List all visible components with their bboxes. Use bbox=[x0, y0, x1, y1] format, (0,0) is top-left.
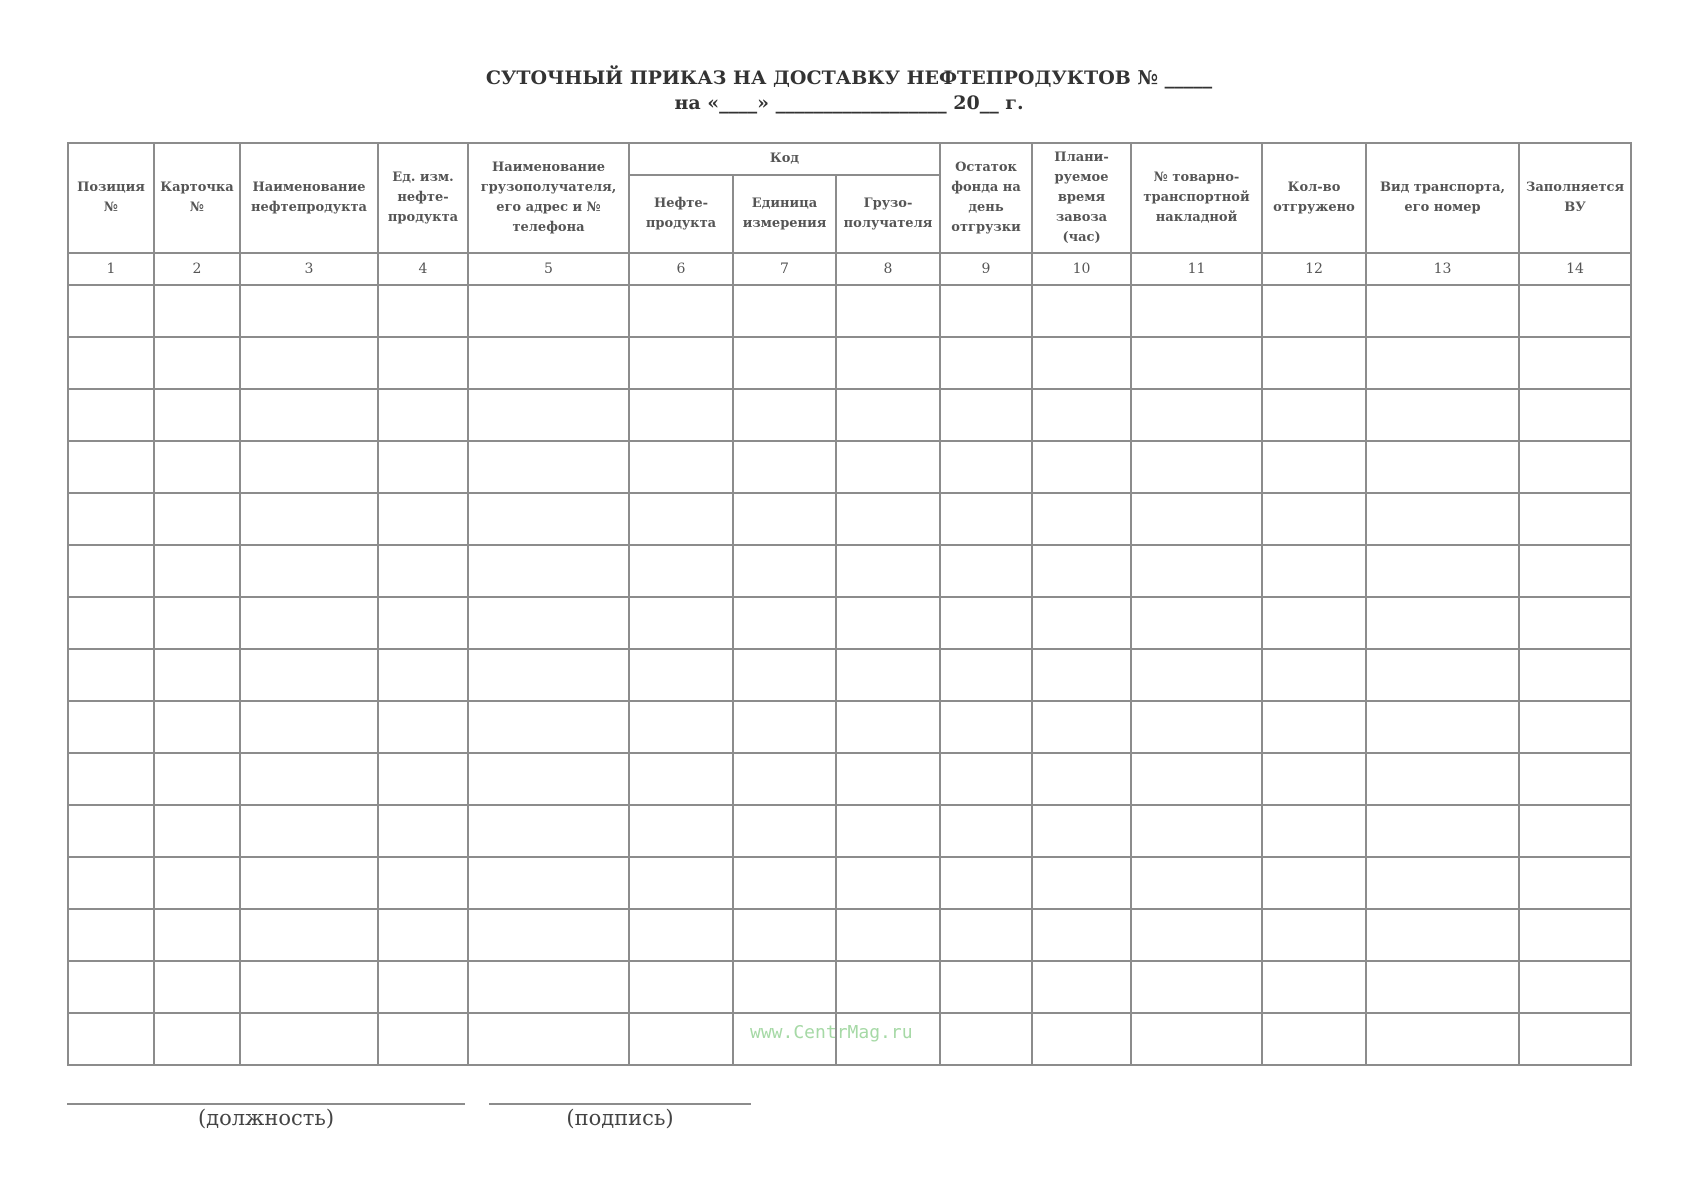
table-cell bbox=[836, 857, 940, 909]
table-cell bbox=[940, 649, 1032, 701]
table-cell bbox=[68, 285, 154, 337]
table-cell bbox=[1131, 909, 1262, 961]
table-cell bbox=[836, 753, 940, 805]
header-transport: Вид транспорта, его номер bbox=[1366, 143, 1519, 253]
table-cell bbox=[1262, 493, 1366, 545]
table-cell bbox=[1366, 701, 1519, 753]
table-cell bbox=[1032, 805, 1131, 857]
table-cell bbox=[1366, 961, 1519, 1013]
table-cell bbox=[154, 805, 240, 857]
table-row bbox=[68, 909, 1631, 961]
table-cell bbox=[836, 337, 940, 389]
table-cell bbox=[1262, 857, 1366, 909]
table-cell bbox=[468, 441, 629, 493]
header-code-product: Нефте-продукта bbox=[629, 175, 733, 253]
table-row bbox=[68, 285, 1631, 337]
table-cell bbox=[1032, 285, 1131, 337]
column-number: 5 bbox=[468, 253, 629, 285]
table-cell bbox=[733, 649, 836, 701]
table-cell bbox=[468, 285, 629, 337]
table-cell bbox=[629, 961, 733, 1013]
header-planned-time: Плани-руемое время завоза (час) bbox=[1032, 143, 1131, 253]
table-cell bbox=[836, 909, 940, 961]
order-table bbox=[67, 142, 1632, 1066]
table-cell bbox=[468, 649, 629, 701]
table-cell bbox=[629, 753, 733, 805]
table-cell bbox=[1131, 1013, 1262, 1065]
table-cell bbox=[1032, 597, 1131, 649]
table-cell bbox=[1366, 493, 1519, 545]
column-number: 8 bbox=[836, 253, 940, 285]
table-row bbox=[68, 389, 1631, 441]
table-cell bbox=[836, 961, 940, 1013]
table-cell bbox=[733, 285, 836, 337]
table-cell bbox=[468, 597, 629, 649]
table-cell bbox=[1519, 909, 1631, 961]
table-cell bbox=[154, 493, 240, 545]
table-cell bbox=[154, 389, 240, 441]
table-cell bbox=[1032, 753, 1131, 805]
table-cell bbox=[154, 961, 240, 1013]
table-cell bbox=[378, 753, 468, 805]
table-cell bbox=[629, 1013, 733, 1065]
table-cell bbox=[1262, 909, 1366, 961]
table-cell bbox=[240, 701, 378, 753]
table-cell bbox=[1262, 285, 1366, 337]
table-cell bbox=[1366, 285, 1519, 337]
table-cell bbox=[468, 961, 629, 1013]
table-cell bbox=[1131, 649, 1262, 701]
table-cell bbox=[1032, 493, 1131, 545]
table-cell bbox=[378, 649, 468, 701]
table-cell bbox=[1366, 337, 1519, 389]
table-cell bbox=[1131, 961, 1262, 1013]
table-cell bbox=[1262, 441, 1366, 493]
table-cell bbox=[1366, 597, 1519, 649]
watermark: www.CentrMag.ru bbox=[750, 1022, 913, 1043]
table-cell bbox=[240, 285, 378, 337]
table-cell bbox=[468, 909, 629, 961]
table-cell bbox=[1131, 493, 1262, 545]
table-cell bbox=[154, 441, 240, 493]
table-cell bbox=[240, 805, 378, 857]
table-cell bbox=[1262, 753, 1366, 805]
table-cell bbox=[629, 389, 733, 441]
table-cell bbox=[940, 753, 1032, 805]
table-cell bbox=[940, 805, 1032, 857]
table-cell bbox=[378, 389, 468, 441]
table-cell bbox=[240, 597, 378, 649]
table-cell bbox=[154, 909, 240, 961]
header-consignee: Наименование грузополучателя, его адрес и № телефона bbox=[468, 143, 629, 253]
table-cell bbox=[240, 493, 378, 545]
table-cell bbox=[1032, 909, 1131, 961]
table-cell bbox=[1262, 805, 1366, 857]
table-cell bbox=[468, 753, 629, 805]
table-cell bbox=[240, 389, 378, 441]
table-cell bbox=[836, 701, 940, 753]
table-cell bbox=[68, 805, 154, 857]
table-cell bbox=[733, 597, 836, 649]
table-cell bbox=[940, 441, 1032, 493]
table-row bbox=[68, 493, 1631, 545]
table-cell bbox=[629, 545, 733, 597]
table-cell bbox=[1262, 1013, 1366, 1065]
table-cell bbox=[940, 1013, 1032, 1065]
table-cell bbox=[1262, 961, 1366, 1013]
table-cell bbox=[836, 597, 940, 649]
table-cell bbox=[378, 909, 468, 961]
column-number: 10 bbox=[1032, 253, 1131, 285]
table-cell bbox=[836, 545, 940, 597]
table-cell bbox=[378, 805, 468, 857]
table-cell bbox=[1131, 753, 1262, 805]
header-position: Позиция № bbox=[68, 143, 154, 253]
table-cell bbox=[1262, 389, 1366, 441]
table-cell bbox=[733, 701, 836, 753]
table-cell bbox=[629, 441, 733, 493]
table-cell bbox=[68, 1013, 154, 1065]
table-cell bbox=[1519, 805, 1631, 857]
table-cell bbox=[154, 545, 240, 597]
table-cell bbox=[733, 493, 836, 545]
table-row bbox=[68, 649, 1631, 701]
table-cell bbox=[1366, 649, 1519, 701]
table-cell bbox=[1131, 545, 1262, 597]
table-cell bbox=[733, 545, 836, 597]
table-cell bbox=[240, 961, 378, 1013]
table-cell bbox=[733, 805, 836, 857]
table-cell bbox=[378, 337, 468, 389]
table-cell bbox=[1519, 701, 1631, 753]
signature-line bbox=[489, 1103, 751, 1105]
table-cell bbox=[1519, 1013, 1631, 1065]
column-number: 3 bbox=[240, 253, 378, 285]
table-cell bbox=[1366, 857, 1519, 909]
table-cell bbox=[733, 857, 836, 909]
table-cell bbox=[629, 493, 733, 545]
table-cell bbox=[68, 701, 154, 753]
table-cell bbox=[1131, 285, 1262, 337]
table-cell bbox=[1262, 545, 1366, 597]
table-cell bbox=[733, 441, 836, 493]
table-cell bbox=[1131, 337, 1262, 389]
table-cell bbox=[629, 701, 733, 753]
table-cell bbox=[733, 753, 836, 805]
table-cell bbox=[836, 649, 940, 701]
header-code-unit: Единица измерения bbox=[733, 175, 836, 253]
table-row bbox=[68, 857, 1631, 909]
table-cell bbox=[378, 701, 468, 753]
table-cell bbox=[940, 961, 1032, 1013]
table-cell bbox=[68, 337, 154, 389]
column-number: 7 bbox=[733, 253, 836, 285]
table-row bbox=[68, 337, 1631, 389]
table-cell bbox=[468, 857, 629, 909]
table-row bbox=[68, 753, 1631, 805]
header-card: Карточка № bbox=[154, 143, 240, 253]
table-cell bbox=[940, 701, 1032, 753]
column-number: 6 bbox=[629, 253, 733, 285]
table-cell bbox=[1131, 597, 1262, 649]
table-cell bbox=[629, 337, 733, 389]
signature-label: (подпись) bbox=[566, 1106, 674, 1130]
table-cell bbox=[378, 1013, 468, 1065]
table-cell bbox=[68, 857, 154, 909]
table-cell bbox=[1131, 389, 1262, 441]
table-cell bbox=[836, 285, 940, 337]
table-cell bbox=[1262, 701, 1366, 753]
table-cell bbox=[940, 337, 1032, 389]
table-cell bbox=[468, 545, 629, 597]
table-cell bbox=[1519, 545, 1631, 597]
table-cell bbox=[1131, 857, 1262, 909]
table-cell bbox=[1519, 441, 1631, 493]
table-cell bbox=[1131, 701, 1262, 753]
table-cell bbox=[1366, 1013, 1519, 1065]
table-cell bbox=[1032, 701, 1131, 753]
table-cell bbox=[468, 701, 629, 753]
column-number: 14 bbox=[1519, 253, 1631, 285]
table-cell bbox=[940, 545, 1032, 597]
table-cell bbox=[1519, 753, 1631, 805]
table-cell bbox=[1519, 337, 1631, 389]
column-numbers-row bbox=[68, 253, 1631, 285]
header-waybill: № товарно-транспортной накладной bbox=[1131, 143, 1262, 253]
column-number: 2 bbox=[154, 253, 240, 285]
table-cell bbox=[1032, 389, 1131, 441]
table-cell bbox=[68, 389, 154, 441]
table-cell bbox=[836, 805, 940, 857]
table-cell bbox=[1519, 961, 1631, 1013]
table-cell bbox=[240, 857, 378, 909]
table-cell bbox=[1519, 857, 1631, 909]
table-cell bbox=[940, 909, 1032, 961]
document-title bbox=[0, 66, 1698, 116]
table-cell bbox=[629, 857, 733, 909]
table-cell bbox=[940, 389, 1032, 441]
table-cell bbox=[1032, 545, 1131, 597]
table-cell bbox=[378, 545, 468, 597]
table-cell bbox=[940, 857, 1032, 909]
table-cell bbox=[1519, 493, 1631, 545]
table-cell bbox=[733, 961, 836, 1013]
table-cell bbox=[1366, 389, 1519, 441]
table-cell bbox=[154, 597, 240, 649]
table-row bbox=[68, 441, 1631, 493]
header-product-name: Наименование нефтепродукта bbox=[240, 143, 378, 253]
table-cell bbox=[68, 753, 154, 805]
header-code-consignee: Грузо-получателя bbox=[836, 175, 940, 253]
table-cell bbox=[468, 493, 629, 545]
table-cell bbox=[68, 961, 154, 1013]
column-number: 11 bbox=[1131, 253, 1262, 285]
table-cell bbox=[1366, 805, 1519, 857]
table-cell bbox=[733, 337, 836, 389]
table-cell bbox=[468, 337, 629, 389]
table-cell bbox=[1131, 805, 1262, 857]
column-number: 12 bbox=[1262, 253, 1366, 285]
table-cell bbox=[1262, 597, 1366, 649]
table-row bbox=[68, 961, 1631, 1013]
table-cell bbox=[378, 857, 468, 909]
table-cell bbox=[154, 649, 240, 701]
table-cell bbox=[1032, 857, 1131, 909]
table-cell bbox=[1519, 597, 1631, 649]
table-cell bbox=[240, 545, 378, 597]
column-number: 4 bbox=[378, 253, 468, 285]
column-number: 1 bbox=[68, 253, 154, 285]
table-cell bbox=[733, 389, 836, 441]
table-cell bbox=[629, 805, 733, 857]
table-cell bbox=[1032, 961, 1131, 1013]
table-cell bbox=[240, 753, 378, 805]
header-fund-balance: Остаток фонда на день отгрузки bbox=[940, 143, 1032, 253]
table-cell bbox=[468, 805, 629, 857]
table-cell bbox=[1131, 441, 1262, 493]
table-cell bbox=[629, 909, 733, 961]
column-number: 9 bbox=[940, 253, 1032, 285]
table-cell bbox=[154, 857, 240, 909]
table-cell bbox=[378, 493, 468, 545]
table-cell bbox=[1366, 753, 1519, 805]
table-cell bbox=[836, 441, 940, 493]
table-cell bbox=[1032, 337, 1131, 389]
table-row bbox=[68, 545, 1631, 597]
table-cell bbox=[468, 1013, 629, 1065]
table-cell bbox=[240, 649, 378, 701]
table-cell bbox=[240, 909, 378, 961]
table-cell bbox=[1366, 545, 1519, 597]
table-cell bbox=[154, 753, 240, 805]
table-cell bbox=[1032, 441, 1131, 493]
header-code: Код bbox=[629, 143, 940, 175]
table-row bbox=[68, 805, 1631, 857]
table-cell bbox=[68, 909, 154, 961]
table-cell bbox=[240, 441, 378, 493]
table-cell bbox=[1032, 649, 1131, 701]
table-cell bbox=[378, 441, 468, 493]
table-cell bbox=[629, 285, 733, 337]
table-cell bbox=[68, 545, 154, 597]
table-row bbox=[68, 701, 1631, 753]
table-cell bbox=[629, 649, 733, 701]
table-cell bbox=[1519, 285, 1631, 337]
table-cell bbox=[733, 909, 836, 961]
table-cell bbox=[940, 285, 1032, 337]
table-cell bbox=[378, 961, 468, 1013]
table-cell bbox=[1519, 389, 1631, 441]
table-cell bbox=[240, 337, 378, 389]
table-cell bbox=[68, 649, 154, 701]
position-signature-line bbox=[67, 1103, 465, 1105]
header-qty-shipped: Кол-во отгружено bbox=[1262, 143, 1366, 253]
table-cell bbox=[68, 493, 154, 545]
header-unit: Ед. изм. нефте-продукта bbox=[378, 143, 468, 253]
header-filled-by: Заполняется ВУ bbox=[1519, 143, 1631, 253]
table-cell bbox=[836, 389, 940, 441]
table-cell bbox=[154, 1013, 240, 1065]
table-cell bbox=[1366, 909, 1519, 961]
table-cell bbox=[629, 597, 733, 649]
table-cell bbox=[154, 285, 240, 337]
table-cell bbox=[1032, 1013, 1131, 1065]
column-number: 13 bbox=[1366, 253, 1519, 285]
table-cell bbox=[940, 493, 1032, 545]
table-cell bbox=[68, 597, 154, 649]
table-cell bbox=[836, 493, 940, 545]
table-cell bbox=[378, 285, 468, 337]
table-cell bbox=[1366, 441, 1519, 493]
table-cell bbox=[1262, 649, 1366, 701]
table-cell bbox=[378, 597, 468, 649]
title-line-2: на «____» __________________ 20__ г. bbox=[674, 92, 1024, 114]
position-label: (должность) bbox=[197, 1106, 335, 1130]
table-cell bbox=[1519, 649, 1631, 701]
title-line-1: СУТОЧНЫЙ ПРИКАЗ НА ДОСТАВКУ НЕФТЕПРОДУКТОВ № _____ bbox=[485, 67, 1213, 89]
table-cell bbox=[68, 441, 154, 493]
table-cell bbox=[468, 389, 629, 441]
table-cell bbox=[940, 597, 1032, 649]
table-cell bbox=[154, 701, 240, 753]
table-row bbox=[68, 597, 1631, 649]
table-cell bbox=[240, 1013, 378, 1065]
table-cell bbox=[1262, 337, 1366, 389]
table-cell bbox=[154, 337, 240, 389]
